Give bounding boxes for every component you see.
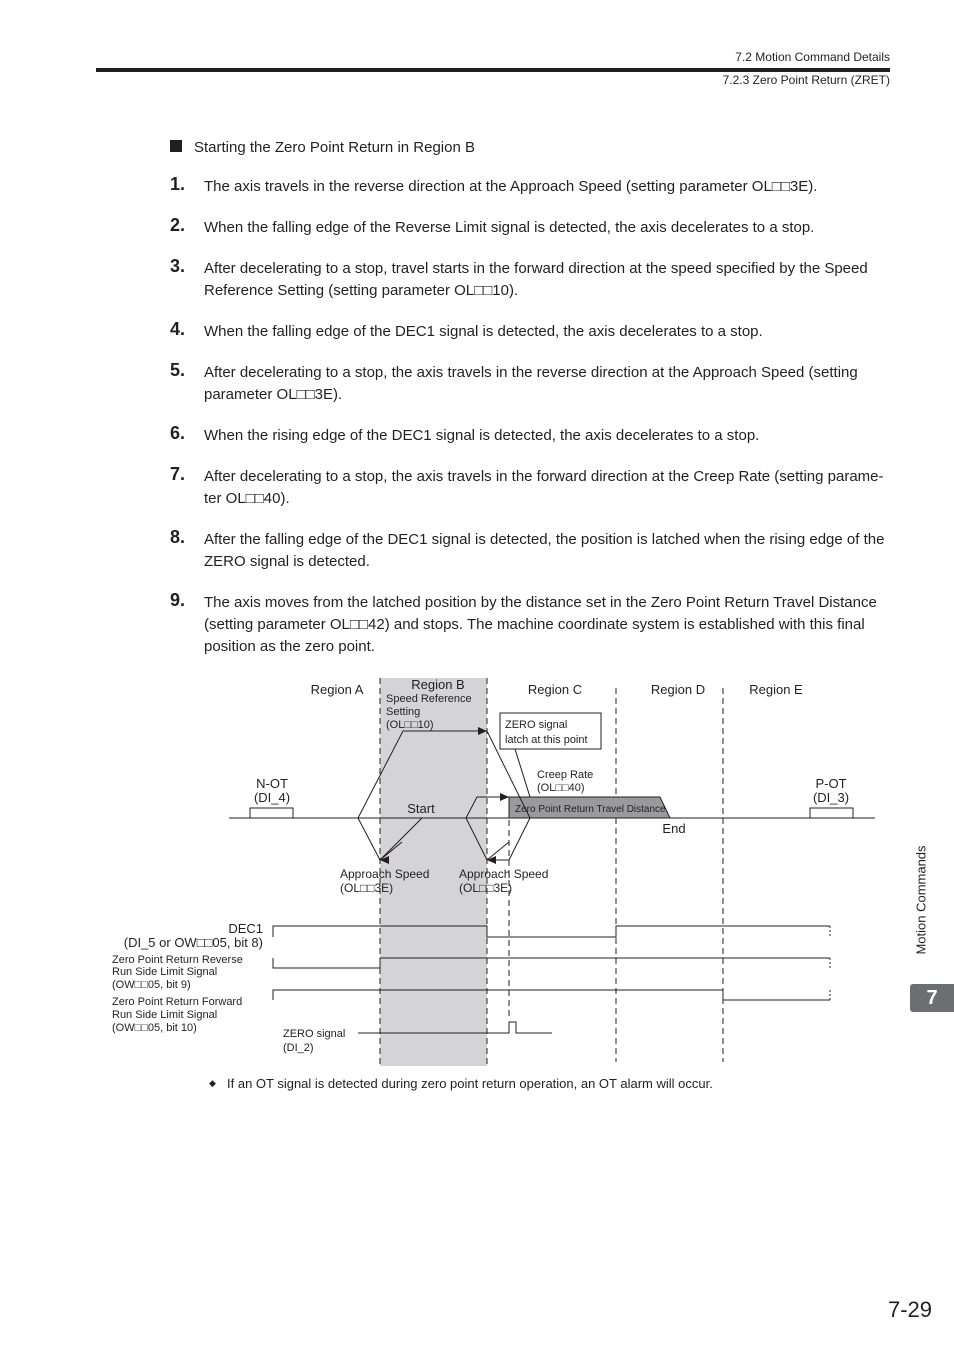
step-number: 6. [170, 423, 186, 443]
zero-latch-label: latch at this point [505, 734, 588, 746]
arrow-head-icon [487, 856, 496, 864]
step-number: 5. [170, 360, 186, 380]
approach-arrow-line [487, 842, 509, 860]
step-text: The axis moves from the latched position by the distance set in the Zero Point Return Travel Distance (setting parameter OL□□42) and stops. The machine coordinate system is established with this final position as the zero point. [204, 594, 877, 655]
creep-rate-param: (OL□□40) [537, 782, 585, 794]
zero-signal-input: (DI_2) [283, 1042, 314, 1054]
region-e-label: Region E [749, 682, 803, 697]
step-number: 9. [170, 590, 186, 610]
start-label: Start [407, 801, 435, 816]
step-number: 3. [170, 256, 186, 276]
zero-signal-label: ZERO signal [283, 1028, 346, 1040]
n-ot-input: (DI_4) [253, 790, 291, 805]
side-tab-label: Motion Commands [913, 845, 929, 955]
rev-limit-waveform [273, 958, 830, 968]
n-ot-label: N-OT [256, 776, 288, 791]
n-ot-switch [250, 808, 293, 818]
step-number: 2. [170, 215, 186, 235]
region-b-label: Region B [411, 677, 465, 692]
approach-speed-label: Approach Speed [340, 867, 430, 881]
step-text: After the falling edge of the DEC1 signal is detected, the position is latched when the rising edge of the ZERO signal is detected. [204, 531, 885, 570]
travel-distance-label: Zero Point Return Travel Distance [515, 804, 666, 815]
ot-alarm-note-text: If an OT signal is detected during zero point return operation, an OT alarm will occur. [227, 1076, 713, 1091]
step-text: When the falling edge of the Reverse Limit signal is detected, the axis decelerates to a stop. [204, 219, 815, 236]
step-text: After decelerating to a stop, the axis travels in the reverse direction at the Approach Speed (setting parameter OL□□3E). [204, 364, 858, 403]
section-heading-text: Starting the Zero Point Return in Region B [194, 139, 475, 156]
step-text: The axis travels in the reverse direction at the Approach Speed (setting parameter OL□□3E). [204, 178, 818, 195]
speed-ref-label: Speed Reference [386, 693, 472, 705]
end-label: End [662, 821, 686, 836]
dec1-waveform [273, 926, 830, 937]
step-text: When the falling edge of the DEC1 signal is detected, the axis decelerates to a stop. [204, 323, 763, 340]
step-number: 4. [170, 319, 186, 339]
approach-speed-param: (OL□□3E) [459, 881, 513, 895]
arrow-head-icon [500, 793, 509, 801]
fwd-limit-bit: (OW□□05, bit 10) [112, 1022, 197, 1034]
header-section: 7.2 Motion Command Details [735, 50, 890, 64]
region-c-label: Region C [527, 682, 583, 697]
p-ot-label: P-OT [815, 776, 847, 791]
ot-alarm-note [209, 1076, 713, 1091]
step-text: When the rising edge of the DEC1 signal is detected, the axis decelerates to a stop. [204, 427, 760, 444]
step-number: 1. [170, 174, 186, 194]
header-subsection: 7.2.3 Zero Point Return (ZRET) [722, 73, 890, 87]
zero-latch-label: ZERO signal [505, 719, 568, 731]
step-number: 7. [170, 464, 186, 484]
rev-limit-bit: (OW□□05, bit 9) [112, 979, 191, 991]
creep-rate-label: Creep Rate [537, 769, 594, 781]
step-text: After decelerating to a stop, travel starts in the forward direction at the speed specified by the Speed Reference Setting (setting parameter OL□□10). [204, 260, 868, 299]
speed-ref-param: (OL□□10) [386, 719, 434, 731]
diamond-bullet-icon: ◆ [209, 1078, 216, 1088]
fwd-limit-label: Run Side Limit Signal [112, 1009, 218, 1021]
dec1-label: DEC1 [228, 921, 263, 936]
step-number: 8. [170, 527, 186, 547]
dec1-source: (DI_5 or OW□□05, bit 8) [123, 935, 263, 950]
approach-speed-param: (OL□□3E) [340, 881, 394, 895]
fwd-limit-label: Zero Point Return Forward [112, 996, 243, 1008]
fwd-limit-waveform [273, 990, 830, 1000]
region-d-label: Region D [650, 682, 706, 697]
speed-ref-label: Setting [386, 706, 421, 718]
chapter-tab: 7 [910, 984, 954, 1012]
region-a-label: Region A [310, 682, 364, 697]
rev-limit-label: Run Side Limit Signal [112, 966, 218, 978]
step-text: After decelerating to a stop, the axis travels in the forward direction at the Creep Rate (setting parame-ter OL□□40). [204, 468, 884, 507]
zero-latch-leader [515, 749, 530, 797]
page-number: 7-29 [887, 1297, 932, 1322]
rev-limit-label: Zero Point Return Reverse [112, 954, 243, 966]
p-ot-input: (DI_3) [812, 790, 850, 805]
approach-speed-label: Approach Speed [459, 867, 549, 881]
p-ot-switch [810, 808, 853, 818]
